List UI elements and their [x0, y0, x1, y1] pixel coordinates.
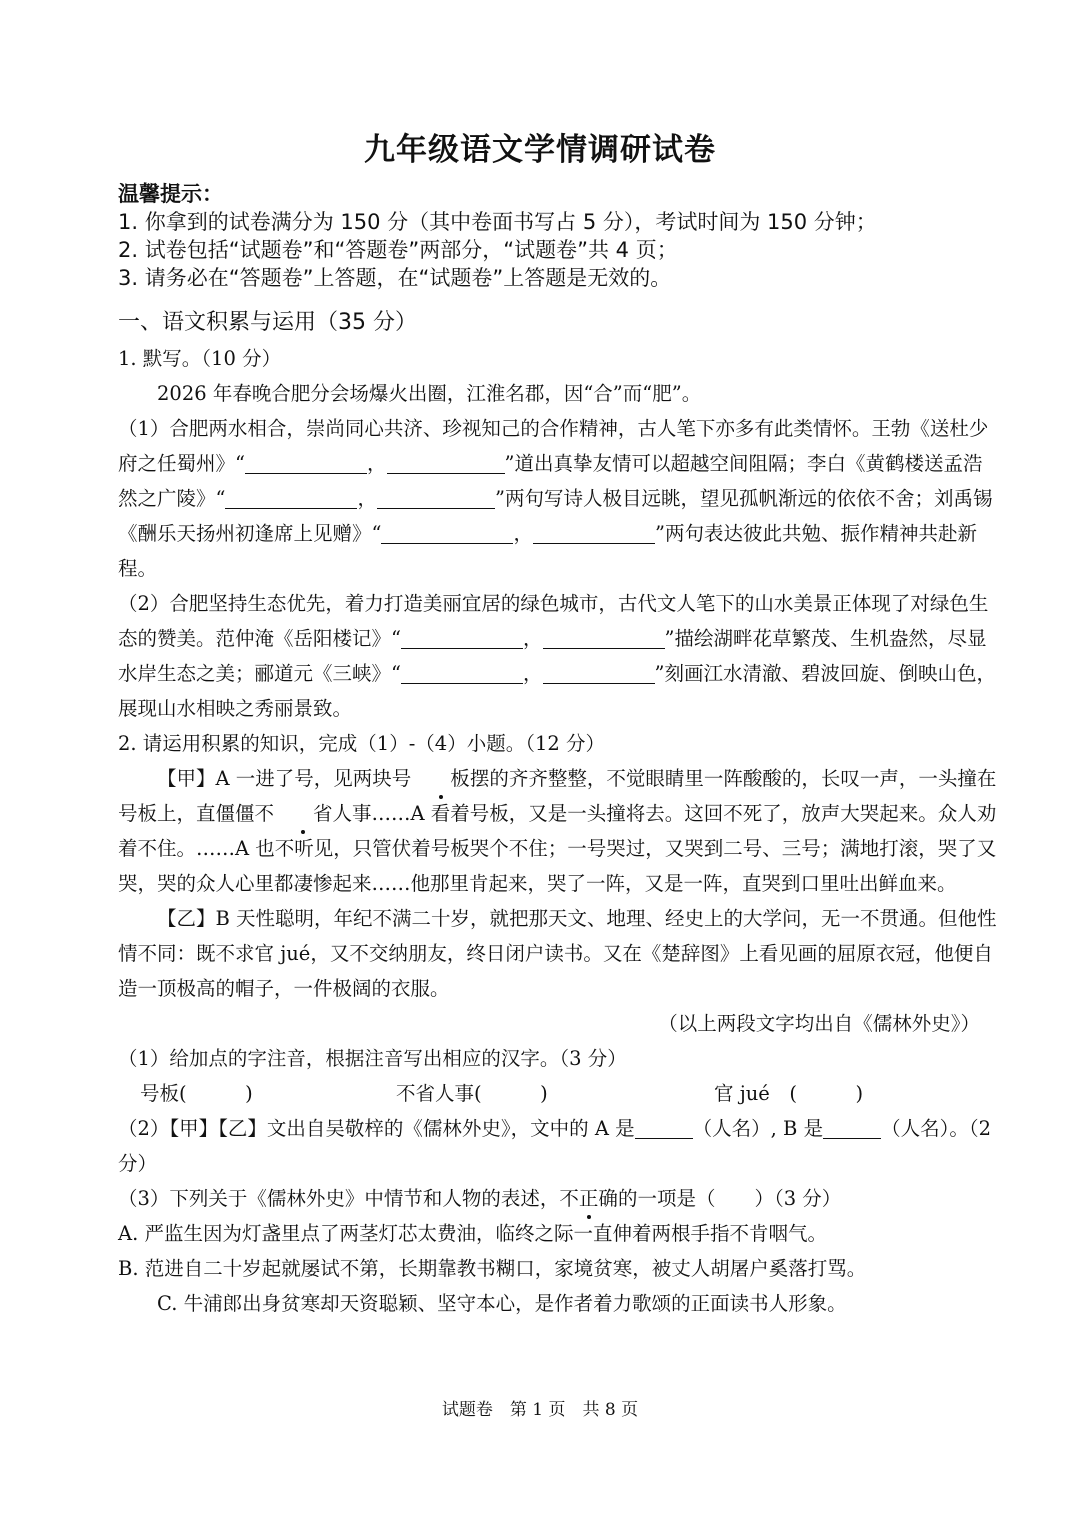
pinyin-item[interactable]: 官 jué ( ) [714, 1082, 864, 1105]
answer-blank[interactable] [225, 484, 357, 509]
q1-part2 [118, 586, 998, 726]
question-text: 的一项是（ ）（3 分） [617, 1187, 842, 1210]
comma: ， [366, 452, 387, 475]
answer-blank[interactable] [823, 1114, 881, 1139]
comma: ， [522, 627, 543, 650]
q1-part1-text-c: ”两句写诗人极目远眺，望见孤帆渐远的依依不舍；刘禹锡《酬乐天扬州初逢席上见赠》“ [118, 487, 993, 545]
answer-blank[interactable] [401, 659, 523, 684]
option-c[interactable]: C. 牛浦郎出身贫寒却天资聪颖、坚守本心，是作者着力歌颂的正面读书人形象。 [157, 1292, 847, 1315]
comma: ， [357, 487, 377, 510]
section-heading: 一、语文积累与运用（35 分） [118, 310, 417, 335]
q2-label: 2. 请运用积累的知识，完成（1）-（4）小题。（12 分） [118, 732, 605, 755]
q1-part2-text-c: ”刻画江水清澈、碧波回旋、倒映山色，展现山水相映之秀丽景致。 [118, 662, 996, 720]
passage-text: 人事……A 看着号板，又是一头撞将去。这回不死了，放声大哭起来。众人劝着不住。……A 也不听见，只管伏着号板哭个不住；一号哭过，又哭到二号、三号；满地打滚，哭了又哭，哭的众人心里都凄惨起来……他那里肯起来，哭了一阵，又是一阵，直哭到口里吐出鲜血来。 [118, 802, 997, 895]
tip-item: 2. 试卷包括“试题卷”和“答题卷”两部分，“试题卷”共 4 页； [118, 238, 678, 262]
q2-sub1-items [118, 1076, 998, 1111]
q1-part1-text-d: ”两句表达彼此共勉、振作精神共赴新程。 [118, 522, 977, 580]
q1-intro: 2026 年春晚合肥分会场爆火出圈，江淮名郡，因“合”而“肥”。 [157, 382, 702, 405]
q2-sub2 [118, 1111, 998, 1181]
answer-blank[interactable] [543, 624, 665, 649]
pinyin-item[interactable]: 号板( ) [140, 1082, 253, 1105]
answer-blank[interactable] [377, 484, 495, 509]
answer-blank[interactable] [245, 449, 367, 474]
pinyin-item[interactable]: 不省人事( ) [396, 1082, 548, 1105]
question-text: （2）【甲】【乙】文出自吴敬梓的《儒林外史》，文中的 A 是 [118, 1117, 635, 1140]
passage-text: B 天性聪明，年纪不满二十岁，就把那天文、地理、经史上的大学问，无一不贯通。但他性情不同：既不求官 jué，又不交纳朋友，终日闭户读书。又在《楚辞图》上看见画的屈原衣冠，他便自造一顶极高的帽子，一件极阔的衣服。 [118, 907, 997, 1000]
question-text: （人名）。（2 分） [118, 1117, 991, 1175]
dotted-text: 不正确 [559, 1181, 618, 1216]
question-text: （人名）, B 是 [692, 1117, 824, 1140]
passage-text: A 一进了号，见两块号 [215, 767, 412, 790]
tips-heading: 温馨提示： [118, 182, 223, 206]
tip-item: 1. 你拿到的试卷满分为 150 分（其中卷面书写占 5 分），考试时间为 150 分钟； [118, 210, 877, 234]
q1-label: 1. 默写。（10 分） [118, 347, 282, 370]
passage-jia [118, 761, 998, 901]
passage-tag: 【乙】 [157, 907, 216, 930]
q2-sub3 [118, 1181, 998, 1216]
answer-blank[interactable] [533, 519, 655, 544]
passage-yi [118, 901, 998, 1006]
question-text: （3）下列关于《儒林外史》中情节和人物的表述， [118, 1187, 560, 1210]
tips-block [118, 180, 998, 292]
option-b[interactable]: B. 范进自二十岁起就屡试不第，长期靠教书糊口，家境贫寒，被丈人胡屠户奚落打骂。 [118, 1257, 867, 1280]
answer-blank[interactable] [401, 624, 523, 649]
dotted-char: 省 [274, 796, 333, 831]
section-1 [118, 305, 998, 1321]
comma: ， [513, 522, 533, 545]
q1-part1-text-b: ”道出真挚友情可以超越空间阻隔；李白《黄鹤楼送孟浩然之广陵》“ [118, 452, 983, 510]
q1-part1-text-a: （1）合肥两水相合，崇尚同心共济、珍视知己的合作精神，古人笔下亦多有此类情怀。王勃《送杜少府之任蜀州》“ [118, 417, 989, 475]
q2-sub1: （1）给加点的字注音，根据注音写出相应的汉字。（3 分） [118, 1047, 627, 1070]
passage-source: （以上两段文字均出自《儒林外史》） [658, 1012, 980, 1035]
passage-text: 摆的齐齐整整，不觉眼睛里一阵酸酸的，长叹一声，一头撞在号板上，直僵僵不 [118, 767, 997, 825]
page-footer: 试题卷 第 1 页 共 8 页 [441, 1400, 639, 1420]
q1-part2-text-a: （2）合肥坚持生态优先，着力打造美丽宜居的绿色城市，古代文人笔下的山水美景正体现了对绿色生态的赞美。范仲淹《岳阳楼记》“ [118, 592, 989, 650]
page-title: 九年级语文学情调研试卷 [364, 132, 716, 168]
comma: ， [522, 662, 543, 685]
answer-blank[interactable] [387, 449, 505, 474]
answer-blank[interactable] [543, 659, 655, 684]
option-a[interactable]: A. 严监生因为灯盏里点了两茎灯芯太费油，临终之际一直伸着两根手指不肯咽气。 [118, 1222, 827, 1245]
q1-part2-text-b: ”描绘湖畔花草繁茂、生机盎然，尽显水岸生态之美；郦道元《三峡》“ [118, 627, 987, 685]
dotted-char: 板 [411, 761, 470, 796]
answer-blank[interactable] [381, 519, 513, 544]
tip-item: 3. 请务必在“答题卷”上答题，在“试题卷”上答题是无效的。 [118, 266, 672, 290]
answer-blank[interactable] [635, 1114, 693, 1139]
q1-part1 [118, 411, 998, 586]
passage-tag: 【甲】 [157, 767, 216, 790]
